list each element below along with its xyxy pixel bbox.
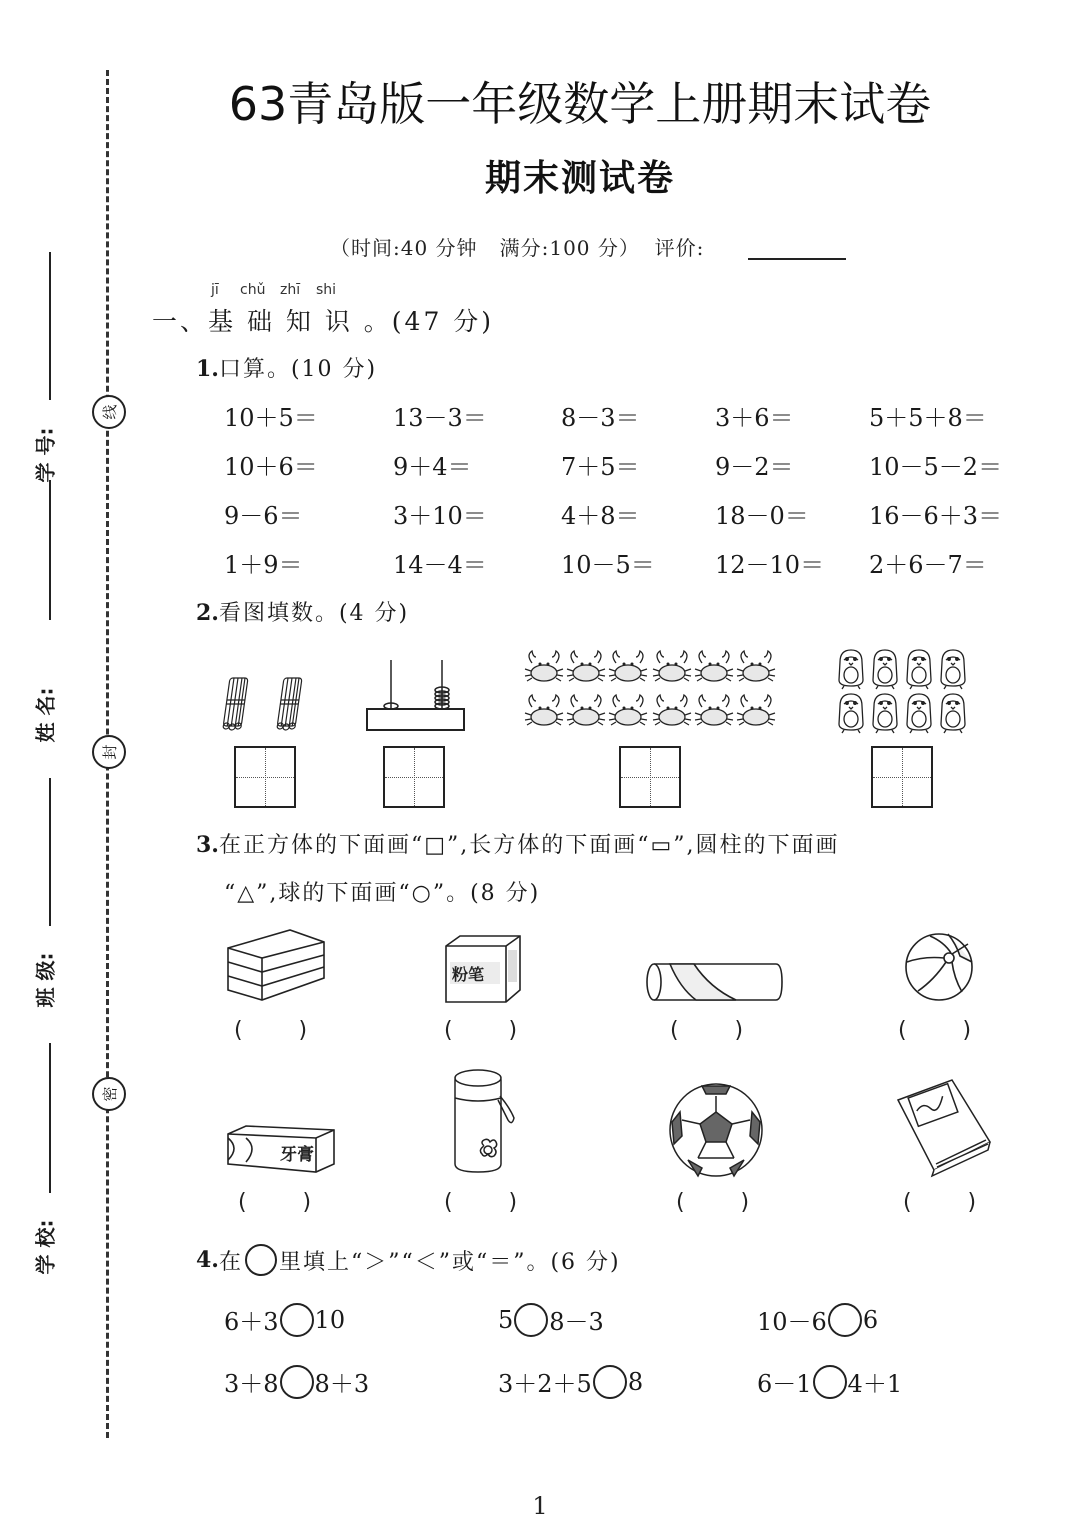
seal-xian-icon: 线 [92, 395, 126, 429]
compare-item [498, 1302, 604, 1337]
q1-text: 口算。(10 分) [218, 357, 378, 382]
compare-right: 8 [627, 1367, 644, 1396]
stacked-box-icon [226, 928, 326, 1003]
calc-item: 5＋5＋8＝ [869, 404, 987, 432]
q3-heading-line2: “△”,球的下面画“○”。(8 分) [224, 881, 541, 906]
compare-right: 8＋3 [314, 1370, 370, 1398]
calc-item: 1＋9＝ [224, 551, 303, 579]
compare-item [224, 1364, 369, 1399]
pinyin-shi: shi [316, 282, 337, 298]
q4-number: 4. [196, 1247, 219, 1273]
page-subtitle: 期末测试卷 [484, 158, 675, 199]
compare-right: 4＋1 [847, 1370, 903, 1398]
circle-icon [245, 1244, 277, 1276]
class-blank[interactable] [49, 778, 51, 926]
compare-circle[interactable] [280, 1303, 314, 1337]
name-label: 姓 名: [33, 687, 58, 743]
compare-item [224, 1302, 345, 1337]
answer-box-sticks[interactable] [234, 746, 296, 808]
q4-text-pre: 在 [218, 1249, 243, 1275]
calc-item: 8－3＝ [561, 404, 640, 432]
compare-right: 6 [862, 1305, 879, 1334]
exam-meta: （时间:40 分钟 满分:100 分） 评价: [330, 236, 705, 260]
calc-item: 4＋8＝ [561, 502, 640, 530]
class-label: 班 级: [33, 952, 58, 1008]
answer-paren[interactable]: ( ) [234, 1018, 308, 1043]
calc-item: 12－10＝ [715, 551, 825, 579]
pinyin-ji: jī [211, 282, 219, 298]
q2-number: 2. [196, 600, 219, 626]
q1-number: 1. [196, 356, 219, 382]
calc-item: 14－4＝ [393, 551, 487, 579]
calc-item: 3＋10＝ [393, 502, 487, 530]
compare-item [757, 1302, 878, 1337]
book-icon [896, 1078, 992, 1176]
compare-circle[interactable] [514, 1303, 548, 1337]
q3-heading-line1 [196, 828, 840, 859]
calc-item: 7＋5＝ [561, 453, 640, 481]
calc-item: 2＋6－7＝ [869, 551, 987, 579]
school-blank[interactable] [49, 1043, 51, 1193]
q3-text-1: 在正方体的下面画“□”,长方体的下面画“▭”,圆柱的下面画 [218, 833, 840, 858]
water-bottle-icon [452, 1068, 520, 1174]
calc-item: 9－2＝ [715, 453, 794, 481]
page-title: 63青岛版一年级数学上册期末试卷 [228, 77, 932, 131]
toothpaste-box-icon [226, 1124, 338, 1176]
compare-right: 10 [314, 1305, 346, 1334]
chalk-label: 粉笔 [452, 965, 485, 984]
calc-item: 10＋6＝ [224, 453, 318, 481]
compare-circle[interactable] [593, 1365, 627, 1399]
q3-number: 3. [196, 832, 219, 858]
compare-circle[interactable] [280, 1365, 314, 1399]
chalk-box-icon [444, 934, 524, 1004]
stick-bundles-icon [222, 676, 312, 734]
toothpaste-label: 牙膏 [280, 1145, 314, 1165]
answer-box-crabs[interactable] [619, 746, 681, 808]
beach-ball-icon [904, 932, 976, 1002]
compare-circle[interactable] [813, 1365, 847, 1399]
calc-item: 16－6＋3＝ [869, 502, 1003, 530]
answer-box-abacus[interactable] [383, 746, 445, 808]
compare-left: 6＋3 [224, 1308, 279, 1336]
answer-paren[interactable]: ( ) [676, 1190, 750, 1215]
answer-paren[interactable]: ( ) [898, 1018, 972, 1043]
calc-item: 9＋4＝ [393, 453, 472, 481]
seal-mi-icon: 密 [92, 1077, 126, 1111]
seal-feng-icon: 封 [92, 735, 126, 769]
calc-item: 3＋6＝ [715, 404, 794, 432]
name-blank[interactable] [49, 480, 51, 620]
answer-paren[interactable]: ( ) [238, 1190, 312, 1215]
calc-item: 13－3＝ [393, 404, 487, 432]
student-id-blank[interactable] [49, 252, 51, 400]
penguins-icon [836, 648, 972, 734]
compare-left: 3＋2＋5 [498, 1370, 592, 1398]
calc-item: 10－5－2＝ [869, 453, 1003, 481]
calc-item: 9－6＝ [224, 502, 303, 530]
compare-right: 8－3 [549, 1308, 604, 1336]
answer-paren[interactable]: ( ) [444, 1190, 518, 1215]
compare-item [498, 1364, 643, 1399]
school-label: 学 校: [33, 1219, 58, 1275]
answer-paren[interactable]: ( ) [444, 1018, 518, 1043]
pinyin-chu: chǔ [240, 282, 266, 298]
abacus-icon [366, 660, 466, 732]
answer-box-penguins[interactable] [871, 746, 933, 808]
q4-text-post: 里填上“＞”“＜”或“＝”。(6 分) [278, 1249, 621, 1275]
crabs-icon [524, 645, 784, 735]
soccer-ball-icon [668, 1082, 764, 1178]
calc-item: 10＋5＝ [224, 404, 318, 432]
q2-text: 看图填数。(4 分) [218, 601, 410, 626]
q2-heading [196, 596, 409, 627]
section-heading: 一、基 础 知 识 。(47 分) [152, 307, 495, 336]
compare-left: 10－6 [757, 1308, 827, 1336]
compare-left: 3＋8 [224, 1370, 279, 1398]
student-id-label: 学 号: [33, 427, 58, 483]
q1-heading [196, 352, 377, 383]
compare-left: 6－1 [757, 1370, 812, 1398]
compare-circle[interactable] [828, 1303, 862, 1337]
page-number: 1 [532, 1492, 548, 1520]
calc-item: 18－0＝ [715, 502, 809, 530]
q4-heading [196, 1244, 621, 1276]
answer-paren[interactable]: ( ) [903, 1190, 977, 1215]
compare-item [757, 1364, 902, 1399]
score-blank[interactable] [748, 258, 846, 260]
cylinder-roll-icon [644, 962, 784, 1006]
answer-paren[interactable]: ( ) [670, 1018, 744, 1043]
compare-left: 5 [498, 1305, 514, 1334]
calc-item: 10－5＝ [561, 551, 655, 579]
pinyin-zhi: zhī [280, 282, 301, 298]
